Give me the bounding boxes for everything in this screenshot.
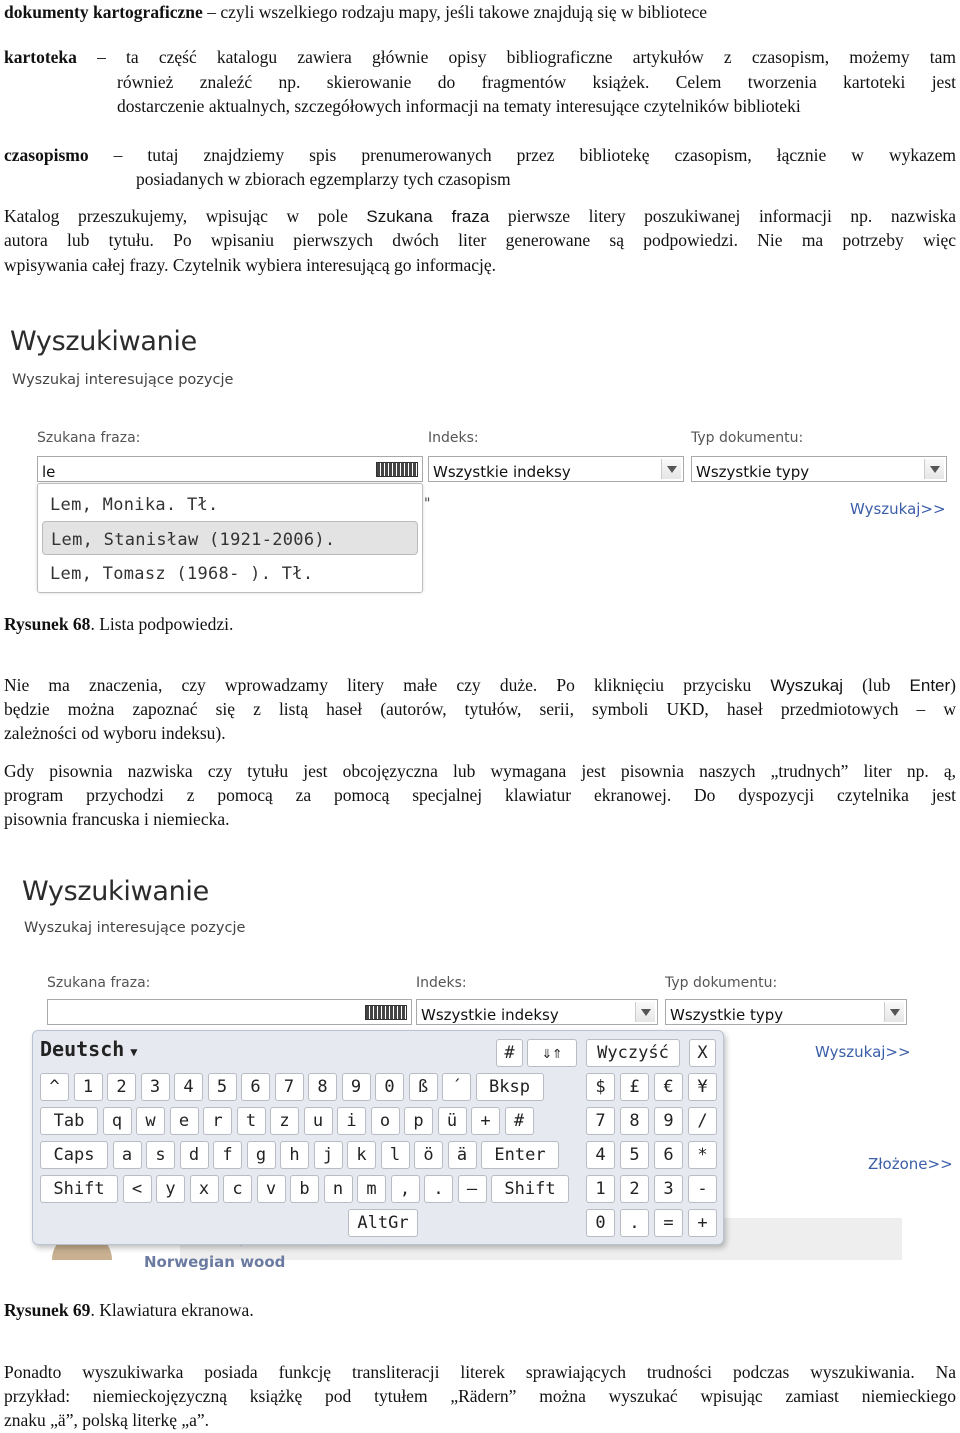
search-subtitle: Wyszukaj interesujące pozycje — [12, 372, 234, 388]
paragraph-katalog-l3: wpisywania całej frazy. Czytelnik wybiera interesującą go informację. — [4, 255, 497, 275]
numpad-key[interactable]: 6 — [654, 1141, 683, 1169]
key[interactable]: a — [113, 1141, 142, 1169]
numpad-key[interactable]: + — [688, 1209, 717, 1237]
paragraph-gdy-l3: pisownia francuska i niemiecka. — [4, 809, 230, 829]
paragraph-katalog-l1 — [4, 204, 956, 230]
paragraph-czasopismo-l2: posiadanych w zbiorach egzemplarzy tych czasopism — [136, 169, 511, 189]
key[interactable]: 5 — [208, 1073, 237, 1101]
key[interactable]: o — [371, 1107, 400, 1135]
key[interactable]: ´ — [442, 1073, 471, 1101]
advanced-search-link[interactable]: Złożone>> — [868, 1155, 953, 1173]
term-dokumenty: dokumenty kartograficzne — [4, 2, 203, 22]
key[interactable]: k — [347, 1141, 376, 1169]
search-input[interactable] — [37, 456, 423, 482]
suggestion-item[interactable]: Lem, Tomasz (1968- ). Tł. — [50, 564, 314, 584]
paragraph-czasopismo-l1 — [4, 143, 956, 168]
paragraph-kartoteka-l1 — [4, 45, 956, 70]
key[interactable]: ß — [409, 1073, 438, 1101]
text: Katalog przeszukujemy, wpisując w pole — [4, 206, 367, 226]
numpad-key[interactable]: ¥ — [688, 1073, 717, 1101]
index-select-value: Wszystkie indeksy — [421, 1006, 559, 1024]
numpad-key[interactable]: . — [620, 1209, 649, 1237]
on-screen-keyboard — [32, 1030, 724, 1245]
paragraph-kartoteka-l3: dostarczenie aktualnych, szczegółowych informacji na tematy interesujące czytelników biblioteki — [117, 96, 801, 116]
text: – czyli wszelkiego rodzaju mapy, jeśli takowe znajdują się w bibliotece — [202, 2, 708, 22]
keyboard-icon[interactable] — [365, 1005, 407, 1020]
key[interactable]: Tab — [40, 1107, 98, 1135]
key[interactable]: ä — [448, 1141, 477, 1169]
key[interactable]: l — [381, 1141, 410, 1169]
search-title: Wyszukiwanie — [10, 326, 197, 357]
key[interactable]: ü — [438, 1107, 467, 1135]
key[interactable]: ö — [414, 1141, 443, 1169]
numpad-key[interactable]: = — [654, 1209, 683, 1237]
key[interactable]: c — [223, 1175, 252, 1203]
key[interactable]: u — [304, 1107, 333, 1135]
numpad-key[interactable]: 5 — [620, 1141, 649, 1169]
label-index: Indeks: — [428, 430, 479, 446]
paragraph-nie-l3: zależności od wyboru indeksu). — [4, 723, 226, 743]
paragraph-dokumenty — [4, 0, 956, 25]
key[interactable]: 4 — [174, 1073, 203, 1101]
key[interactable]: Shift — [40, 1175, 118, 1203]
search-link[interactable]: Wyszukaj>> — [850, 500, 946, 518]
key[interactable]: w — [136, 1107, 165, 1135]
index-select[interactable] — [428, 456, 684, 482]
caption-figure-69 — [4, 1298, 956, 1323]
key-hash[interactable]: # — [496, 1039, 523, 1067]
bg-result-title: Norwegian wood — [144, 1253, 286, 1271]
key[interactable]: Bksp — [476, 1073, 544, 1101]
key[interactable]: . — [424, 1175, 453, 1203]
paragraph-kartoteka-l2: również znaleźć np. skierowanie do fragmentów książek. Celem tworzenia kartoteki jest — [117, 72, 956, 92]
type-select-value: Wszystkie typy — [696, 463, 810, 481]
key-close[interactable]: X — [689, 1039, 716, 1067]
key[interactable]: m — [357, 1175, 386, 1203]
key[interactable]: 6 — [241, 1073, 270, 1101]
label-phrase: Szukana fraza: — [47, 975, 151, 991]
key[interactable]: f — [213, 1141, 242, 1169]
ui-term-wyszukaj: Wyszukaj — [770, 676, 843, 695]
numpad-key[interactable]: 1 — [586, 1175, 615, 1203]
key[interactable]: q — [103, 1107, 132, 1135]
search-input[interactable] — [47, 999, 412, 1025]
numpad-key[interactable]: / — [688, 1107, 717, 1135]
text: Nie ma znaczenia, czy wprowadzamy litery małe czy duże. Po kliknięciu przycisku — [4, 675, 771, 695]
index-select-value: Wszystkie indeksy — [433, 463, 571, 481]
text: (lub — [843, 675, 910, 695]
numpad-key[interactable]: 4 — [586, 1141, 615, 1169]
chevron-down-icon — [884, 1002, 904, 1022]
key[interactable]: h — [280, 1141, 309, 1169]
numpad-key[interactable]: 7 — [586, 1107, 615, 1135]
key[interactable]: 7 — [275, 1073, 304, 1101]
key[interactable]: 2 — [107, 1073, 136, 1101]
numpad-key[interactable]: - — [688, 1175, 717, 1203]
caption-text: . Klawiatura ekranowa. — [90, 1300, 254, 1320]
index-select[interactable] — [416, 999, 658, 1025]
ui-term-szukana-fraza: Szukana fraza — [366, 207, 490, 226]
text: – ta część katalogu zawiera głównie opisy bibliograficzne artykułów z czasopism, możemy tam — [76, 47, 956, 67]
key[interactable]: b — [290, 1175, 319, 1203]
quote-mark: " — [424, 496, 431, 512]
key-clear[interactable]: Wyczyść — [586, 1039, 680, 1067]
key[interactable]: Caps — [40, 1141, 108, 1169]
key[interactable]: 8 — [308, 1073, 337, 1101]
key[interactable]: + — [471, 1107, 500, 1135]
key[interactable]: i — [337, 1107, 366, 1135]
key[interactable]: 3 — [141, 1073, 170, 1101]
numpad-key[interactable]: * — [688, 1141, 717, 1169]
numpad-key[interactable]: $ — [586, 1073, 615, 1101]
keyboard-language-select[interactable] — [40, 1037, 138, 1065]
chevron-down-icon — [924, 459, 944, 479]
numpad-key[interactable]: 9 — [654, 1107, 683, 1135]
key[interactable]: x — [190, 1175, 219, 1203]
caption-number: Rysunek 68 — [4, 614, 91, 634]
search-subtitle: Wyszukaj interesujące pozycje — [24, 920, 246, 936]
chevron-down-icon — [661, 459, 681, 479]
numpad-key[interactable]: £ — [620, 1073, 649, 1101]
key[interactable]: ^ — [40, 1073, 69, 1101]
caption-number: Rysunek 69 — [4, 1300, 91, 1320]
key[interactable]: – — [458, 1175, 487, 1203]
key[interactable]: z — [270, 1107, 299, 1135]
key[interactable]: r — [203, 1107, 232, 1135]
paragraph-nie-l2: będzie można zapoznać się z listą haseł (autorów, tytułów, serii, symboli UKD, haseł przedmiotowych – w — [4, 699, 956, 719]
key[interactable]: n — [324, 1175, 353, 1203]
numpad-key[interactable]: 0 — [586, 1209, 615, 1237]
numpad-key[interactable]: 8 — [620, 1107, 649, 1135]
search-link[interactable]: Wyszukaj>> — [815, 1043, 911, 1061]
key[interactable]: 1 — [74, 1073, 103, 1101]
paragraph-gdy-l2: program przychodzi z pomocą za pomocą specjalnej klawiatur ekranowej. Do dyspozycji czytelnika jest — [4, 785, 956, 805]
key[interactable]: d — [180, 1141, 209, 1169]
text: ) — [950, 675, 956, 695]
key[interactable]: 0 — [375, 1073, 404, 1101]
key[interactable]: Shift — [491, 1175, 569, 1203]
key[interactable]: , — [391, 1175, 420, 1203]
numpad-key[interactable]: € — [654, 1073, 683, 1101]
type-select[interactable] — [691, 456, 947, 482]
figure-69-screenshot — [0, 870, 960, 1270]
paragraph-katalog-l2: autora lub tytułu. Po wpisaniu pierwszych dwóch liter generowane są podpowiedzi. Nie ma potrzeby więc — [4, 230, 956, 250]
key[interactable]: s — [146, 1141, 175, 1169]
chevron-down-icon: ▼ — [130, 1045, 138, 1059]
numpad-key[interactable]: 3 — [654, 1175, 683, 1203]
paragraph-gdy-l1: Gdy pisownia nazwiska czy tytułu jest obcojęzyczna lub wymagana jest pisownia naszych „trudnych” liter np. ą, — [4, 761, 956, 781]
search-input-value: le — [42, 463, 56, 481]
key[interactable]: g — [247, 1141, 276, 1169]
suggestion-item[interactable]: Lem, Monika. Tł. — [50, 495, 219, 515]
key[interactable]: e — [170, 1107, 199, 1135]
search-title: Wyszukiwanie — [22, 876, 209, 907]
key[interactable]: p — [404, 1107, 433, 1135]
keyboard-language: Deutsch — [40, 1037, 125, 1061]
term-czasopismo: czasopismo — [4, 145, 89, 165]
type-select-value: Wszystkie typy — [670, 1006, 784, 1024]
label-type: Typ dokumentu: — [691, 430, 804, 446]
key[interactable]: # — [505, 1107, 534, 1135]
key[interactable]: v — [257, 1175, 286, 1203]
paragraph-ponadto-l1: Ponadto wyszukiwarka posiada funkcję transliteracji literek sprawiających trudności podczas wyszukiwania. Na — [4, 1362, 956, 1382]
paragraph-ponadto-l2: przykład: niemieckojęzyczną książkę pod tytułem „Rädern” można wyszukać wpisując zamiast niemieckiego — [4, 1386, 956, 1406]
key[interactable]: Enter — [481, 1141, 559, 1169]
numpad-key[interactable]: 2 — [620, 1175, 649, 1203]
chevron-down-icon — [635, 1002, 655, 1022]
key[interactable]: 9 — [342, 1073, 371, 1101]
label-phrase: Szukana fraza: — [37, 430, 141, 446]
key[interactable]: AltGr — [348, 1209, 418, 1237]
ui-term-enter: Enter — [909, 676, 951, 695]
suggestion-list — [37, 483, 423, 593]
key[interactable]: j — [314, 1141, 343, 1169]
key[interactable]: t — [237, 1107, 266, 1135]
label-type: Typ dokumentu: — [665, 975, 778, 991]
type-select[interactable] — [665, 999, 907, 1025]
key[interactable]: < — [123, 1175, 152, 1203]
key-shift-arrows[interactable]: ⇓⇑ — [527, 1039, 577, 1067]
text: – tutaj znajdziemy spis prenumerowanych przez bibliotekę czasopism, łącznie w wykazem — [88, 145, 956, 165]
paragraph-ponadto-l3: znaku „ä”, polską literkę „a”. — [4, 1410, 210, 1430]
term-kartoteka: kartoteka — [4, 47, 77, 67]
figure-68-screenshot — [0, 320, 960, 600]
key[interactable]: y — [156, 1175, 185, 1203]
suggestion-item-selected[interactable]: Lem, Stanisław (1921-2006). — [42, 521, 418, 555]
text: pierwsze litery poszukiwanej informacji np. nazwiska — [489, 206, 956, 226]
label-index: Indeks: — [416, 975, 467, 991]
caption-text: . Lista podpowiedzi. — [90, 614, 234, 634]
paragraph-nie-l1 — [4, 673, 956, 699]
keyboard-icon[interactable] — [376, 462, 418, 477]
caption-figure-68 — [4, 612, 956, 637]
